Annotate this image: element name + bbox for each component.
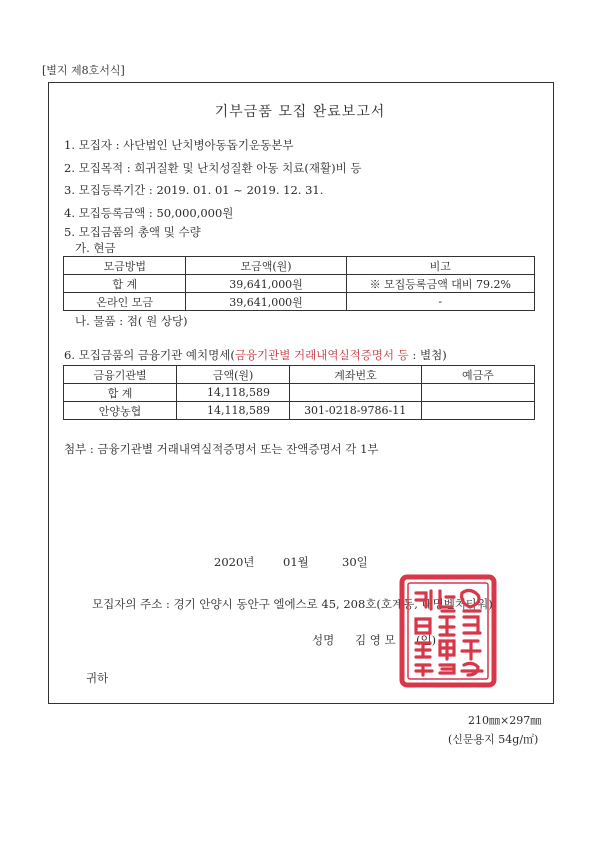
table-cell: 301-0218-9786-11 xyxy=(290,402,422,420)
item-organizer: 1. 모집자 : 사단법인 난치병아동돕기운동본부 xyxy=(64,138,294,152)
item-total-heading: 5. 모집금품의 총액 및 수량 xyxy=(64,225,201,239)
document-title: 기부금품 모집 완료보고서 xyxy=(214,104,386,120)
deposit-heading-highlight: 금융기관별 거래내역실적증명서 등 xyxy=(234,348,409,362)
table-header-cell: 모금액(원) xyxy=(186,257,346,275)
signature-seal-mark: (인) xyxy=(416,633,437,647)
date-month: 01월 xyxy=(283,555,309,569)
paper-type-note: (신문용지 54g/㎡) xyxy=(448,733,539,746)
item-amount: 4. 모집등록금액 : 50,000,000원 xyxy=(64,206,234,220)
table-header-cell: 모금방법 xyxy=(64,257,186,275)
table-cell: 온라인 모금 xyxy=(64,293,186,311)
date-year: 2020년 xyxy=(214,555,255,569)
table-cell xyxy=(290,384,422,402)
table-header-row xyxy=(64,366,535,384)
table-cell: 39,641,000원 xyxy=(186,293,346,311)
attachment-note: 첨부 : 금융기관별 거래내역실적증명서 또는 잔액증명서 각 1부 xyxy=(64,442,379,456)
cash-table xyxy=(63,256,535,311)
item-purpose: 2. 모집목적 : 희귀질환 및 난치성질환 아동 치료(재활)비 등 xyxy=(64,161,362,175)
table-row xyxy=(64,384,535,402)
table-row xyxy=(64,402,535,420)
table-header-cell: 계좌번호 xyxy=(290,366,422,384)
official-seal-stamp xyxy=(398,573,498,689)
table-header-row xyxy=(64,257,535,275)
date-day: 30일 xyxy=(342,555,368,569)
addressee: 귀하 xyxy=(86,671,109,685)
table-header-cell: 비고 xyxy=(346,257,534,275)
table-cell: 14,118,589 xyxy=(177,384,290,402)
signature-name: 김 영 모 xyxy=(355,633,396,647)
item-deposit-heading xyxy=(64,347,447,363)
table-header-cell: 금융기관별 xyxy=(64,366,177,384)
table-header-cell: 금액(원) xyxy=(177,366,290,384)
goods-subheading: 나. 물품 : 점( 원 상당) xyxy=(75,314,188,328)
deposit-heading-prefix: 6. 모집금품의 금융기관 예치명세( xyxy=(64,348,235,362)
deposit-heading-suffix: : 별첨) xyxy=(408,348,447,362)
bank-table xyxy=(63,365,535,420)
cash-subheading: 가. 현금 xyxy=(75,241,116,255)
organizer-address: 모집자의 주소 : 경기 안양시 동안구 엘에스로 45, 208호(호계동, 대명벤처타워) xyxy=(92,597,493,611)
table-cell: 합 계 xyxy=(64,275,186,293)
table-cell: - xyxy=(346,293,534,311)
table-cell: ※ 모집등록금액 대비 79.2% xyxy=(346,275,534,293)
item-period: 3. 모집등록기간 : 2019. 01. 01 ~ 2019. 12. 31. xyxy=(64,183,324,197)
table-row xyxy=(64,293,535,311)
table-row xyxy=(64,275,535,293)
form-number-label: [별지 제8호서식] xyxy=(42,64,125,77)
table-cell: 39,641,000원 xyxy=(186,275,346,293)
table-cell xyxy=(421,384,534,402)
table-cell: 합 계 xyxy=(64,384,177,402)
table-cell: 14,118,589 xyxy=(177,402,290,420)
table-header-cell: 예금주 xyxy=(421,366,534,384)
table-cell xyxy=(421,402,534,420)
paper-size-note: 210㎜×297㎜ xyxy=(468,714,542,727)
signature-label: 성명 xyxy=(312,633,335,647)
table-cell: 안양농협 xyxy=(64,402,177,420)
